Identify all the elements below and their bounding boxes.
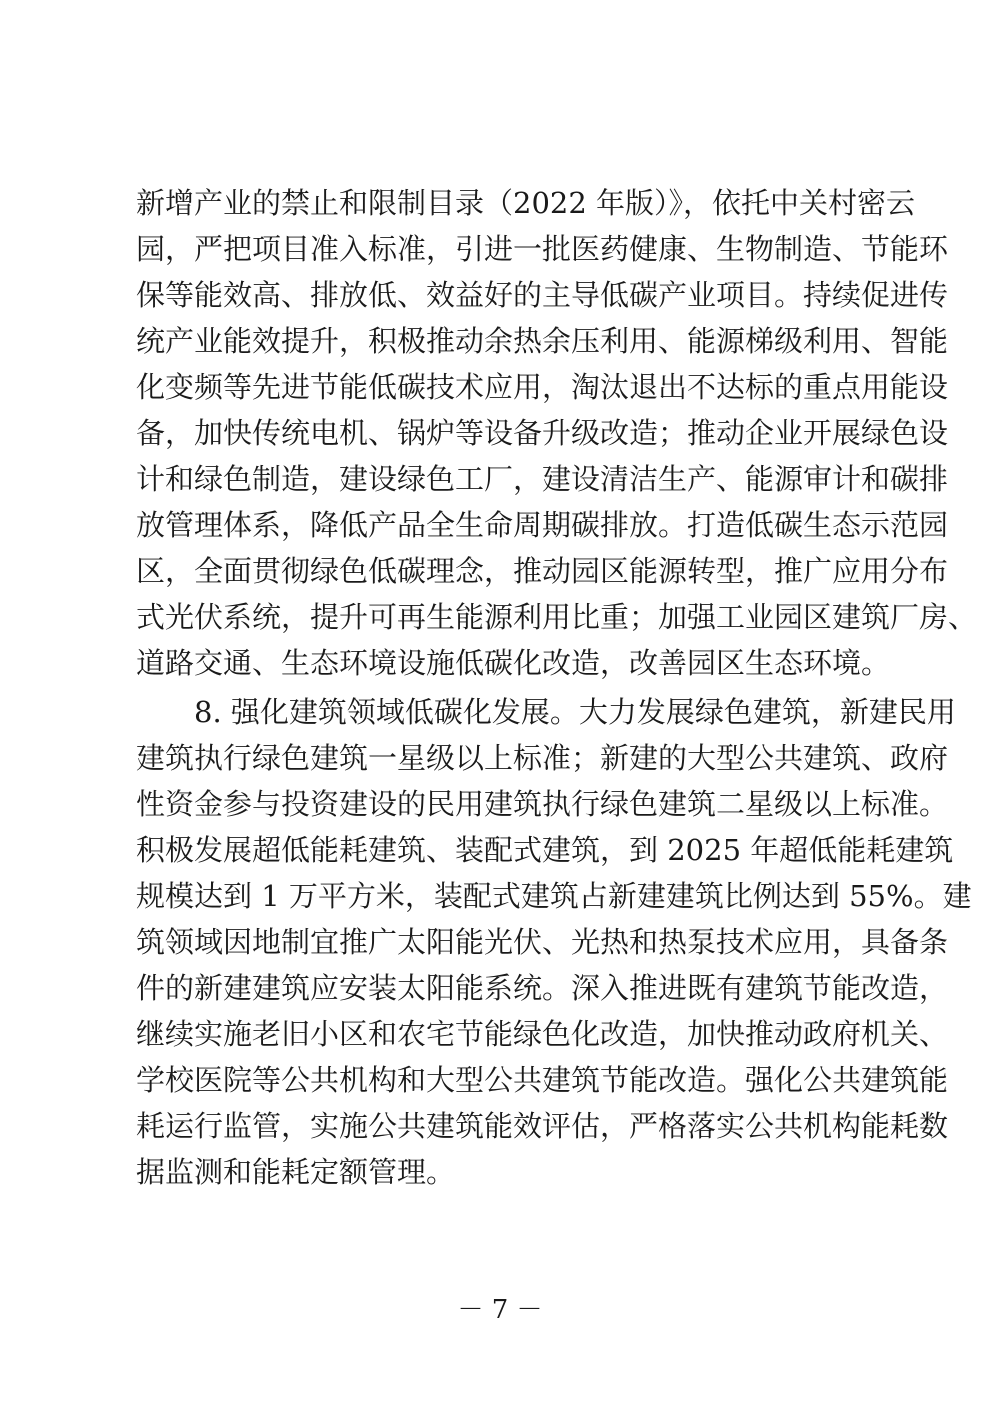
- text-line: 性资金参与投资建设的民用建筑执行绿色建筑二星级以上标准。: [136, 787, 949, 821]
- text-line: 筑领域因地制宜推广太阳能光伏、光热和热泵技术应用，具备条: [136, 925, 949, 959]
- text-line: 备，加快传统电机、锅炉等设备升级改造；推动企业开展绿色设: [136, 416, 949, 450]
- text-line: 园，严把项目准入标准，引进一批医药健康、生物制造、节能环: [136, 232, 949, 266]
- text-line: 区，全面贯彻绿色低碳理念，推动园区能源转型，推广应用分布: [136, 554, 949, 588]
- text-line: 建筑执行绿色建筑一星级以上标准；新建的大型公共建筑、政府: [136, 741, 949, 775]
- paragraph-heading-line: 8. 强化建筑领域低碳化发展。大力发展绿色建筑，新建民用: [194, 695, 956, 729]
- text-line: 道路交通、生态环境设施低碳化改造，改善园区生态环境。: [136, 646, 891, 680]
- text-line: 规模达到 1 万平方米，装配式建筑占新建建筑比例达到 55%。建: [136, 879, 972, 913]
- text-line: 积极发展超低能耗建筑、装配式建筑，到 2025 年超低能耗建筑: [136, 833, 954, 867]
- text-line: 放管理体系，降低产品全生命周期碳排放。打造低碳生态示范园: [136, 508, 949, 542]
- text-line: 学校医院等公共机构和大型公共建筑节能改造。强化公共建筑能: [136, 1063, 949, 1097]
- text-line: 式光伏系统，提升可再生能源利用比重；加强工业园区建筑厂房、: [136, 600, 978, 634]
- text-line: 化变频等先进节能低碳技术应用，淘汰退出不达标的重点用能设: [136, 370, 949, 404]
- text-line: 新增产业的禁止和限制目录（2022 年版）》，依托中关村密云: [136, 186, 916, 220]
- text-line: 据监测和能耗定额管理。: [136, 1155, 456, 1189]
- text-line: 计和绿色制造，建设绿色工厂，建设清洁生产、能源审计和碳排: [136, 462, 949, 496]
- page-number: － 7 －: [457, 1295, 543, 1325]
- text-line: 统产业能效提升，积极推动余热余压利用、能源梯级利用、智能: [136, 324, 949, 358]
- text-line: 耗运行监管，实施公共建筑能效评估，严格落实公共机构能耗数: [136, 1109, 949, 1143]
- text-line: 件的新建建筑应安装太阳能系统。深入推进既有建筑节能改造，: [136, 971, 949, 1005]
- text-line: 继续实施老旧小区和农宅节能绿色化改造，加快推动政府机关、: [136, 1017, 949, 1051]
- text-line: 保等能效高、排放低、效益好的主导低碳产业项目。持续促进传: [136, 278, 949, 312]
